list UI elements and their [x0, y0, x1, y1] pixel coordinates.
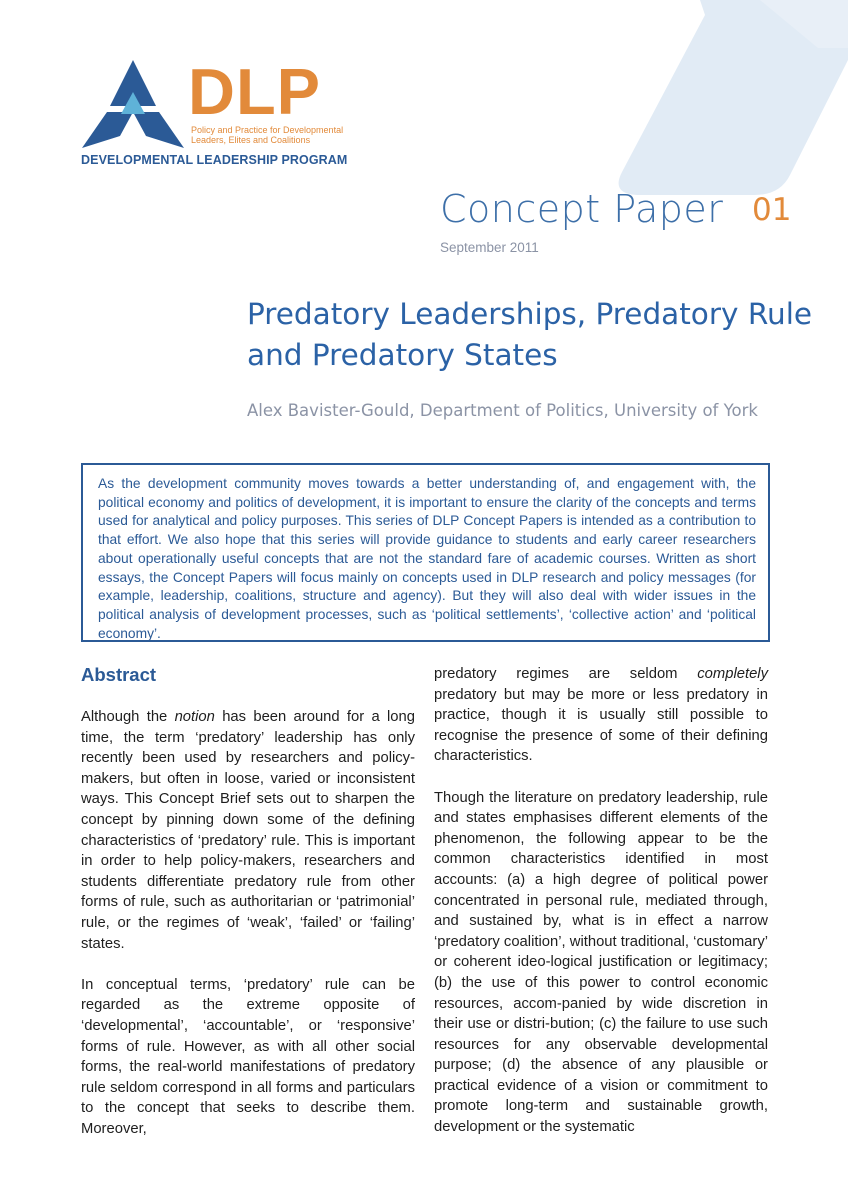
series-intro-box: As the development community moves towards a better understanding of, and engagement with, the political economy and politics of development, it is important to ensure the clarity of the concepts and terms used for analytical and policy purposes. This series of DLP Concept Papers is intended as a contribution to that effort. We also hope that this series will provide guidance to students and early career researchers about operationally useful concepts that are not the standard fare of academic courses. Written as short essays, the Concept Papers will focus mainly on concepts used in DLP research and policy messages (for example, leadership, coalitions, structure and agency). But they will also deal with wider issues in the political analysis of development processes, such as ‘political settlements’, ‘collective action’ and ‘political economy’. — [81, 463, 770, 642]
abstract-paragraph-4: Though the literature on predatory leadership, rule and states emphasises different elements of the phenomenon, the following appear to be the common characteristics identified in most accounts: (a) a high degree of political power concentrated in personal rule, mediated through, and sustained by, what is in effect a narrow ‘predatory coalition’, without traditional, ‘customary’ or coherent ideo-logical justification or legitimacy; (b) the use of this power to control economic resources, accom-panied by wide discretion in their use or distri-bution; (c) the failure to use such resources for any observable developmental purpose; (d) the absence of any plausible or practical evidence of a vision or commitment to promote long-term and sustainable growth, development or the systematic — [434, 789, 768, 1136]
logo-acronym: DLP — [188, 55, 321, 128]
abstract-heading: Abstract — [81, 664, 157, 685]
dlp-logo-icon — [80, 58, 190, 150]
title-line-2: and Predatory States — [247, 338, 558, 372]
logo-tagline-line2: Leaders, Elites and Coalitions — [191, 135, 311, 145]
left-column — [81, 662, 415, 1160]
publication-date: September 2011 — [440, 240, 539, 255]
right-column — [434, 664, 768, 1158]
program-name: DEVELOPMENTAL LEADERSHIP PROGRAM — [81, 153, 348, 167]
abstract-paragraph-1: Although the notion has been around for a long time, the term ‘predatory’ leadership has only recently been used by researchers and policy-makers, but often in loose, varied or inconsistent ways. This Concept Brief sets out to sharpen the concept by pinning down some of the defining characteristics of ‘predatory’ rule. This is important in order to help policy-makers, researchers and students differentiate predatory rule from other forms of rule, such as authoritarian or ‘patrimonial’ rule, or the regimes of ‘weak’, ‘failed’ or ‘failing’ states. — [81, 709, 415, 952]
logo-tagline-line1: Policy and Practice for Developmental — [191, 125, 344, 135]
abstract-paragraph-2: In conceptual terms, ‘predatory’ rule can be regarded as the extreme opposite of ‘developmental’, ‘accountable’, or ‘responsive’ forms of rule. However, as with all other social forms, the real-world manifestations of predatory rule seldom correspond in all forms and particulars to the concept that seeks to describe them. Moreover, — [81, 976, 415, 1137]
paper-number: 01 — [752, 192, 792, 228]
title-line-1: Predatory Leaderships, Predatory Rule — [247, 297, 813, 331]
series-label: Concept Paper — [440, 187, 724, 231]
paper-title — [247, 294, 827, 376]
author-line: Alex Bavister-Gould, Department of Politics, University of York — [247, 401, 758, 420]
abstract-paragraph-3: predatory regimes are seldom completely predatory but may be more or less predatory in practice, though it is usually still possible to recognise the presence of some of their defining characteristics. — [434, 666, 768, 765]
